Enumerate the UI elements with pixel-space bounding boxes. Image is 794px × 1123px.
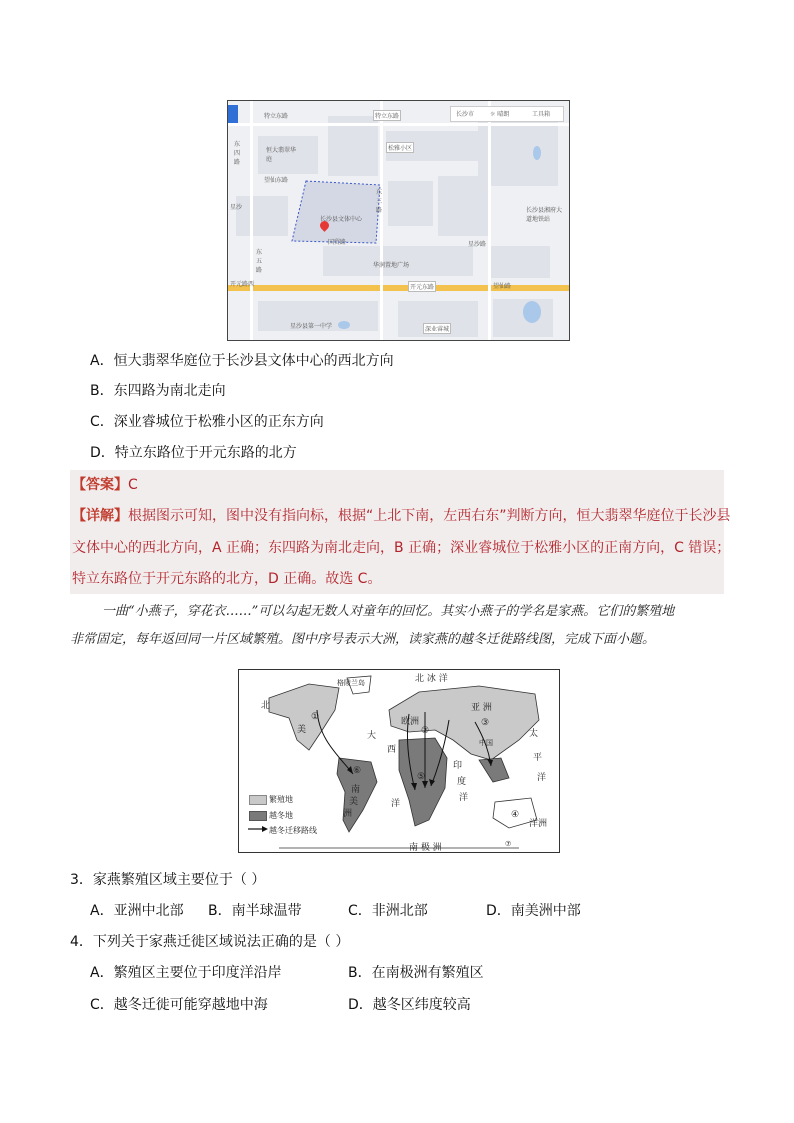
q3-option-c[interactable]: C．非洲北部 bbox=[348, 903, 428, 919]
road-kaiyuan-east bbox=[228, 285, 569, 291]
label-hengda: 恒大翡翠华庭 bbox=[266, 147, 297, 163]
label-greenland: 格陵兰岛 bbox=[337, 679, 365, 687]
label-kaiyuan-west: 开元路西 bbox=[230, 281, 255, 288]
label-yang3: 洋 bbox=[459, 793, 469, 803]
legend-wintering-swatch bbox=[249, 811, 267, 821]
label-n1: ① bbox=[311, 712, 320, 722]
q4-option-c[interactable]: C．越冬迁徙可能穿越地中海 bbox=[90, 997, 268, 1013]
q3-stem: 3．家燕繁殖区域主要位于（ ） bbox=[70, 872, 266, 888]
legend-route-arrow-icon bbox=[247, 825, 269, 833]
q4-option-b[interactable]: B．在南极洲有繁殖区 bbox=[348, 965, 484, 981]
q3-option-b[interactable]: B．南半球温带 bbox=[208, 903, 302, 919]
label-n4: ④ bbox=[511, 810, 520, 820]
map-block bbox=[388, 181, 433, 226]
north-america-shape bbox=[269, 684, 339, 750]
legend-route-label: 越冬迁移路线 bbox=[269, 826, 317, 835]
option-d[interactable]: D．特立东路位于开元东路的北方 bbox=[90, 445, 297, 461]
legend-wintering-label: 越冬地 bbox=[269, 811, 293, 820]
road-teli-east bbox=[228, 123, 569, 126]
legend-breeding-label: 繁殖地 bbox=[269, 795, 293, 804]
lake-shape bbox=[533, 146, 541, 160]
detail-line-2: 文体中心的西北方向，A 正确；东四路为南北走向，B 正确；深业睿城位于松雅小区的正南方向，C 错误； bbox=[72, 540, 731, 556]
map-block bbox=[490, 246, 550, 278]
label-school: 星沙县第一中学 bbox=[290, 323, 333, 330]
answer-line bbox=[72, 476, 138, 494]
map-weather-label: ☼ 晴朗 bbox=[490, 111, 510, 118]
q4-stem: 4．下列关于家燕迁徙区域说法正确的是（ ） bbox=[70, 934, 350, 950]
map-block bbox=[438, 176, 488, 236]
detail-line-1 bbox=[72, 507, 731, 525]
label-teli-east: 特立东路 bbox=[264, 113, 289, 120]
q4-option-d[interactable]: D．越冬区纬度较高 bbox=[348, 997, 471, 1013]
label-n5: ⑤ bbox=[417, 772, 426, 782]
option-b[interactable]: B．东四路为南北走向 bbox=[90, 383, 226, 399]
road-dongsi bbox=[250, 101, 253, 340]
label-north: 北 bbox=[261, 701, 271, 711]
label-ping: 平 bbox=[533, 753, 543, 763]
label-teli-east-box: 特立东路 bbox=[373, 110, 401, 121]
label-gesong: 望仙东路 bbox=[264, 177, 289, 184]
label-yang2: 洋 bbox=[537, 773, 547, 783]
option-c[interactable]: C．深业睿城位于松雅小区的正东方向 bbox=[90, 414, 324, 430]
map-blue-tab bbox=[228, 105, 238, 125]
label-america2: 美 bbox=[349, 797, 359, 807]
label-n7: ⑦ bbox=[505, 840, 512, 848]
q3-option-d[interactable]: D．南美洲中部 bbox=[486, 903, 581, 919]
intro-line-1: 一曲“小燕子，穿花衣……”可以勾起无数人对童年的回忆。其实小燕子的学名是家燕。它们的繁殖地 bbox=[102, 604, 675, 619]
label-road-n: 国贸路 bbox=[328, 239, 347, 246]
map-block bbox=[236, 196, 288, 236]
label-kaiyuan-east: 开元东路 bbox=[408, 281, 436, 292]
label-tai: 太 bbox=[529, 729, 539, 739]
label-south: 南 bbox=[351, 785, 361, 795]
label-china: 中国 bbox=[479, 739, 493, 747]
option-a[interactable]: A．恒大翡翠华庭位于长沙县文体中心的西北方向 bbox=[90, 353, 394, 369]
detail-line-3: 特立东路位于开元东路的北方，D 正确。故选 C。 bbox=[72, 571, 382, 587]
label-hall: 华润置地广场 bbox=[373, 262, 410, 269]
legend-breeding-swatch bbox=[249, 795, 267, 805]
label-ruihe: 望仙路 bbox=[493, 283, 512, 290]
answer-tag: 【答案】 bbox=[72, 477, 128, 493]
intro-line-2: 非常固定，每年返回同一片区域繁殖。图中序号表示大洲，读家燕的越冬迁徙路线图，完成下面小题。 bbox=[70, 632, 656, 647]
lake-shape bbox=[523, 301, 541, 323]
lake-shape bbox=[338, 321, 350, 329]
label-yang4: 洋洲 bbox=[529, 819, 548, 829]
label-antarctica: 南 极 洲 bbox=[409, 843, 442, 853]
street-map-figure bbox=[227, 100, 570, 341]
label-xingsha: 星沙 bbox=[230, 204, 243, 211]
map-block bbox=[493, 299, 553, 337]
label-shenye: 深业睿城 bbox=[423, 323, 451, 334]
detail-tag: 【详解】 bbox=[72, 508, 128, 524]
map-city-label[interactable]: 长沙市 bbox=[456, 111, 475, 118]
label-n3: ③ bbox=[481, 718, 490, 728]
se-asia-shape bbox=[479, 758, 509, 782]
label-yang: 洋 bbox=[391, 799, 401, 809]
label-xingsha-road: 星沙路 bbox=[468, 241, 487, 248]
label-zhou: 洲 bbox=[343, 809, 353, 819]
label-yin: 印 bbox=[453, 761, 463, 771]
detail-text-1: 根据图示可知，图中没有指向标，根据“上北下南，左西右东”判断方向，恒大翡翠华庭位于长沙县 bbox=[128, 508, 731, 524]
road-right bbox=[488, 101, 491, 340]
label-dongwu: 东五路 bbox=[256, 249, 263, 274]
world-map-figure bbox=[238, 669, 560, 853]
label-north-arctic: 北 冰 洋 bbox=[415, 674, 448, 684]
label-right-poi: 长沙县湘府大道地铁站 bbox=[526, 207, 563, 223]
q4-option-a[interactable]: A．繁殖区主要位于印度洋沿岸 bbox=[90, 965, 282, 981]
label-n6: ⑥ bbox=[353, 766, 362, 776]
label-america: 美 bbox=[297, 725, 307, 735]
label-dongsi: 东四路 bbox=[234, 141, 241, 166]
label-asia: 亚 洲 bbox=[471, 703, 492, 713]
label-du: 度 bbox=[457, 777, 467, 787]
map-tools-button[interactable]: 工具箱 bbox=[532, 111, 551, 118]
label-dongsan: 东三路 bbox=[376, 189, 383, 214]
label-n2: ② bbox=[421, 726, 430, 736]
label-xi: 西 bbox=[387, 745, 397, 755]
label-da: 大 bbox=[367, 731, 377, 741]
label-songya: 松雅小区 bbox=[386, 142, 414, 153]
answer-value: C bbox=[128, 477, 138, 493]
q3-option-a[interactable]: A．亚洲中北部 bbox=[90, 903, 184, 919]
label-culture-center: 长沙县文体中心 bbox=[320, 216, 363, 223]
label-europe: 欧洲 bbox=[401, 717, 420, 727]
